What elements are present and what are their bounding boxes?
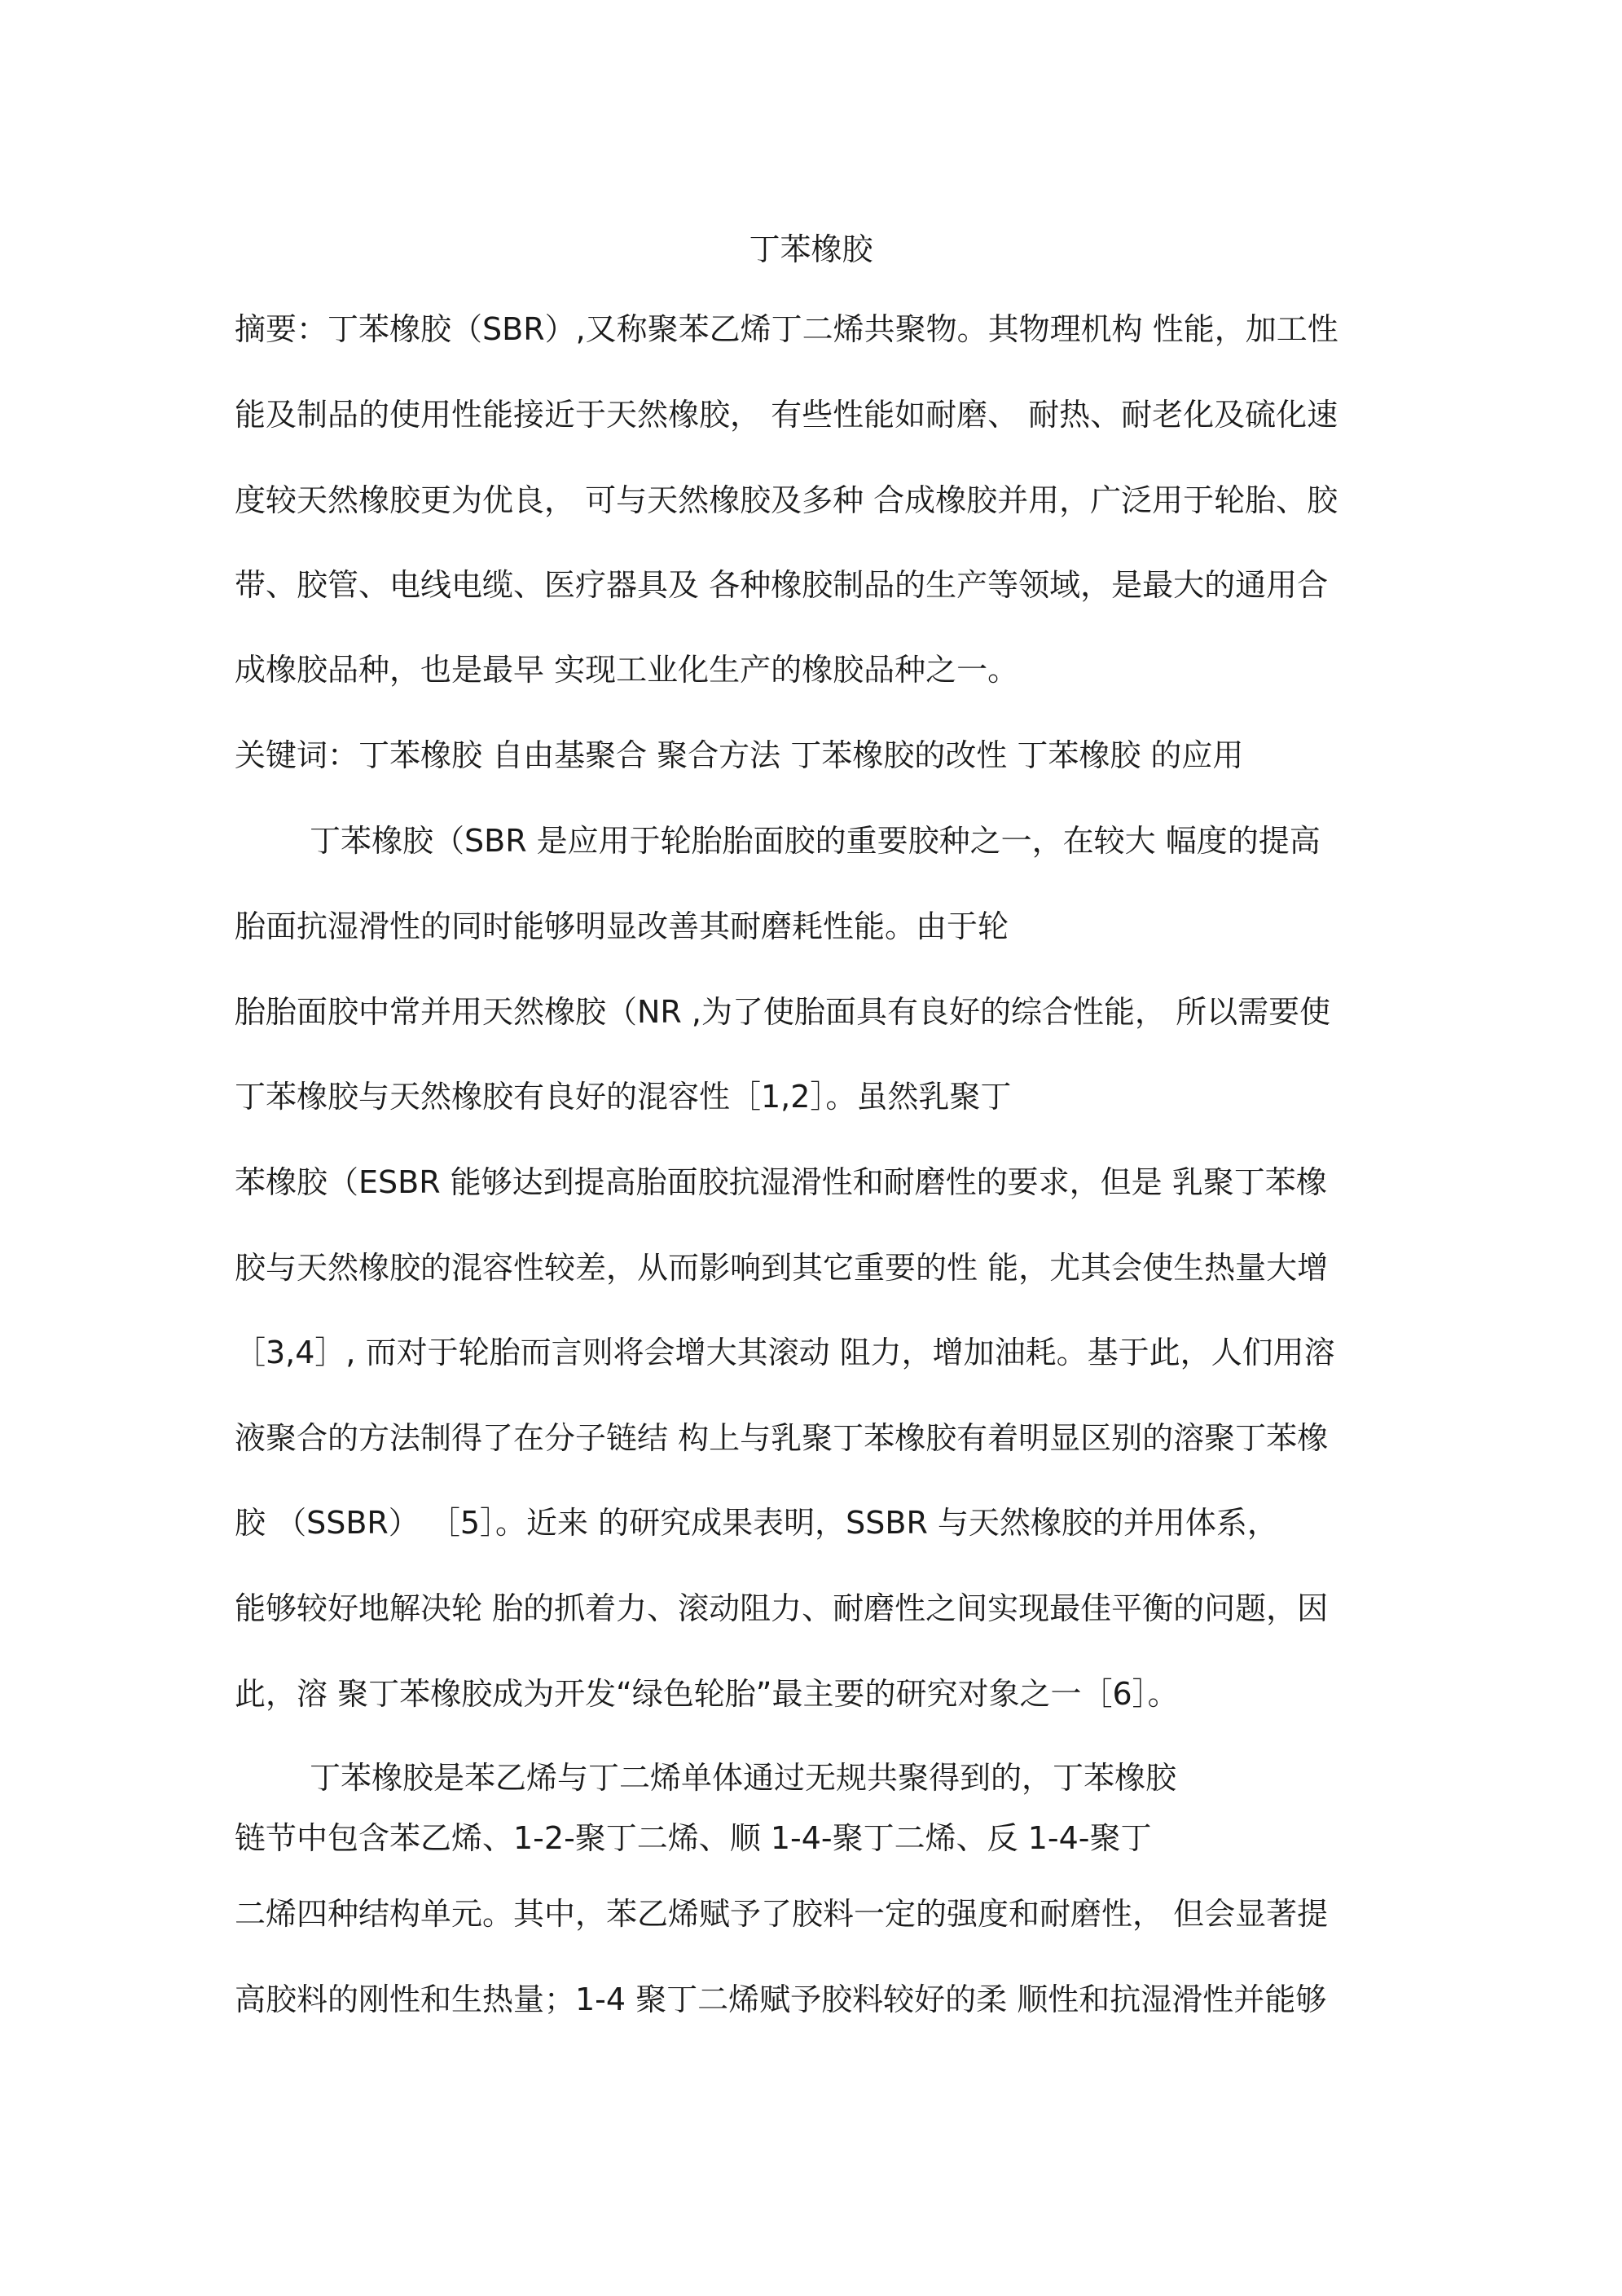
paragraph-1-line-4: 丁苯橡胶与天然橡胶有良好的混容性［1,2］。虽然乳聚丁 (235, 1079, 1012, 1115)
paragraph-2-line-2: 链节中包含苯乙烯、1-2-聚丁二烯、顺 1-4-聚丁二烯、反 1-4-聚丁 (235, 1820, 1152, 1856)
keywords-line: 关键词：丁苯橡胶 自由基聚合 聚合方法 丁苯橡胶的改性 丁苯橡胶 的应用 (235, 737, 1244, 773)
abstract-line-4: 带、胶管、电线电缆、医疗器具及 各种橡胶制品的生产等领域，是最大的通用合 (235, 567, 1329, 603)
paragraph-1-line-9: 胶 （SSBR） ［5］。近来 的研究成果表明，SSBR 与天然橡胶的并用体系， (235, 1505, 1278, 1541)
abstract-line-3: 度较天然橡胶更为优良， 可与天然橡胶及多种 合成橡胶并用，广泛用于轮胎、胶 (235, 482, 1338, 518)
paragraph-2-line-1: 丁苯橡胶是苯乙烯与丁二烯单体通过无规共聚得到的，丁苯橡胶 (310, 1760, 1177, 1796)
paragraph-1-line-3: 胎胎面胶中常并用天然橡胶（NR ,为了使胎面具有良好的综合性能， 所以需要使 (235, 994, 1331, 1030)
paragraph-1-line-10: 能够较好地解决轮 胎的抓着力、滚动阻力、耐磨性之间实现最佳平衡的问题，因 (235, 1590, 1329, 1626)
abstract-line-1: 摘要：丁苯橡胶（SBR）,又称聚苯乙烯丁二烯共聚物。其物理机构 性能，加工性 (235, 311, 1338, 347)
paragraph-1-line-6: 胶与天然橡胶的混容性较差，从而影响到其它重要的性 能，尤其会使生热量大增 (235, 1250, 1329, 1286)
paragraph-1-line-8: 液聚合的方法制得了在分子链结 构上与乳聚丁苯橡胶有着明显区别的溶聚丁苯橡 (235, 1420, 1329, 1456)
abstract-line-5: 成橡胶品种，也是最早 实现工业化生产的橡胶品种之一。 (235, 652, 1019, 688)
paragraph-1-line-7: ［3,4］, 而对于轮胎而言则将会增大其滚动 阻力，增加油耗。基于此，人们用溶 (235, 1335, 1335, 1370)
page-title: 丁苯橡胶 (749, 231, 873, 267)
abstract-line-2: 能及制品的使用性能接近于天然橡胶， 有些性能如耐磨、 耐热、耐老化及硫化速 (235, 397, 1338, 433)
paragraph-2-line-4: 高胶料的刚性和生热量；1-4 聚丁二烯赋予胶料较好的柔 顺性和抗湿滑性并能够 (235, 1982, 1327, 2017)
paragraph-2-line-3: 二烯四种结构单元。其中，苯乙烯赋予了胶料一定的强度和耐磨性， 但会显著提 (235, 1896, 1329, 1932)
paragraph-1-line-11: 此，溶 聚丁苯橡胶成为开发“绿色轮胎”最主要的研究对象之一［6］。 (235, 1676, 1179, 1712)
paragraph-1-line-2: 胎面抗湿滑性的同时能够明显改善其耐磨耗性能。由于轮 (235, 908, 1009, 944)
paragraph-1-line-1: 丁苯橡胶（SBR 是应用于轮胎胎面胶的重要胶种之一，在较大 幅度的提高 (310, 823, 1321, 859)
paragraph-1-line-5: 苯橡胶（ESBR 能够达到提高胎面胶抗湿滑性和耐磨性的要求，但是 乳聚丁苯橡 (235, 1164, 1327, 1200)
